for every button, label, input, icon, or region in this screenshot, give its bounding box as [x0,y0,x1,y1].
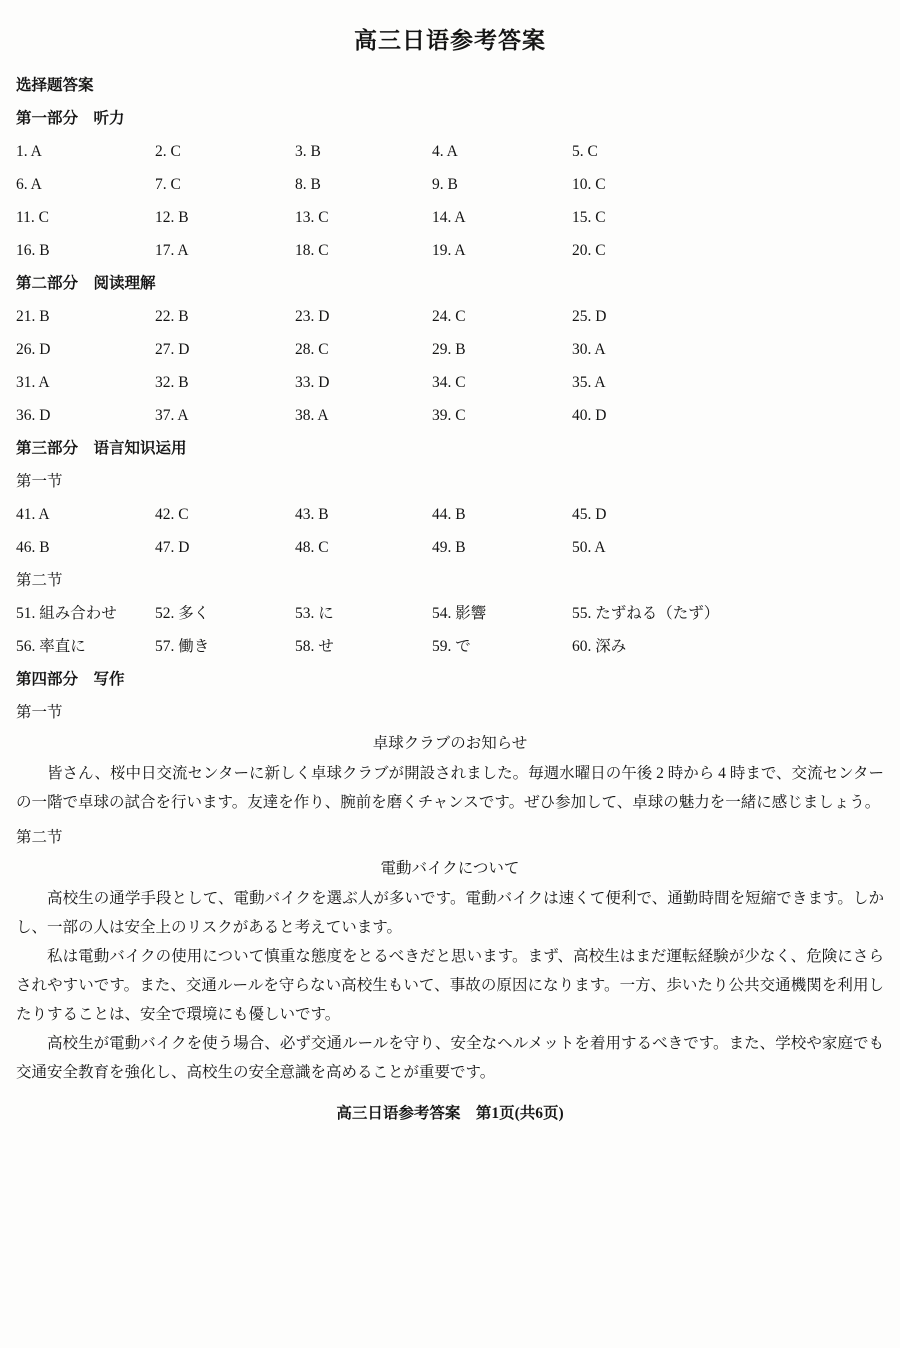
part3-heading: 第三部分 语言知识运用 [16,440,187,457]
answer-cell: 60. 深み [572,638,627,655]
answer-cell: 35. A [572,374,606,391]
essay1-paragraph: 皆さん、桜中日交流センターに新しく卓球クラブが開設されました。毎週水曜日の午後 2 時から 4 時まで、交流センターの一階で卓球の試合を行います。友達を作り、腕前を磨くチャンスです。ぜひ参加して、卓球の魅力を一緒に感じましょう。 [16,765,884,811]
page-footer: 高三日语参考答案 第1页(共6页) [336,1105,564,1122]
answer-cell: 48. C [295,539,329,556]
answer-cell: 42. C [155,506,189,523]
answer-cell: 23. D [295,308,330,325]
page-title: 高三日语参考答案 [354,28,546,53]
answer-cell: 15. C [572,209,606,226]
answer-cell: 7. C [155,176,181,193]
part4-heading: 第四部分 写作 [16,671,125,688]
answer-cell: 45. D [572,506,607,523]
answer-cell: 11. C [16,209,50,226]
answer-cell: 39. C [432,407,466,424]
answer-cell: 32. B [155,374,189,391]
answer-cell: 18. C [295,242,329,259]
essay2-paragraph: 高校生が電動バイクを使う場合、必ず交通ルールを守り、安全なヘルメットを着用するべきです。また、学校や家庭でも交通安全教育を強化し、高校生の安全意識を高めることが重要です。 [16,1035,884,1081]
answer-cell: 36. D [16,407,51,424]
answer-cell: 27. D [155,341,190,358]
part3-section1-label: 第一节 [16,473,63,490]
essay2-paragraph: 私は電動バイクの使用について慎重な態度をとるべきだと思います。まず、高校生はまだ運転経験が少なく、危険にさらされやすいです。また、交通ルールを守らない高校生もいて、事故の原因になります。一方、歩いたり公共交通機関を利用したりすることは、安全で環境にも優しいです。 [16,948,884,1023]
part4-section2-label: 第二节 [16,829,63,846]
part3-section2-label: 第二节 [16,572,63,589]
answer-cell: 21. B [16,308,50,325]
part1-answer-grid [16,135,884,267]
answer-cell: 6. A [16,176,42,193]
answer-cell: 14. A [432,209,466,226]
answer-cell: 8. B [295,176,321,193]
answer-cell: 16. B [16,242,50,259]
answer-cell: 58. せ [295,638,334,655]
answer-cell: 22. B [155,308,189,325]
essay1-title: 卓球クラブのお知らせ [372,735,528,752]
answer-cell: 31. A [16,374,50,391]
answer-cell: 34. C [432,374,466,391]
answer-cell: 5. C [572,143,598,160]
answer-cell: 51. 組み合わせ [16,605,117,622]
answer-cell: 49. B [432,539,466,556]
answer-cell: 26. D [16,341,51,358]
answer-cell: 37. A [155,407,189,424]
answer-cell: 12. B [155,209,189,226]
answer-cell: 19. A [432,242,466,259]
answer-cell: 55. たずねる（たず） [572,605,720,622]
answer-cell: 43. B [295,506,329,523]
part3-section2-grid [16,597,884,663]
answer-cell: 59. で [432,638,471,655]
essay2-title: 電動バイクについて [380,860,520,877]
answer-cell: 52. 多く [155,605,210,622]
answer-cell: 53. に [295,605,334,622]
answer-cell: 13. C [295,209,329,226]
answer-cell: 9. B [432,176,458,193]
answer-cell: 33. D [295,374,330,391]
answer-cell: 50. A [572,539,606,556]
essay2-paragraph: 高校生の通学手段として、電動バイクを選ぶ人が多いです。電動バイクは速くて便利で、通勤時間を短縮できます。しかし、一部の人は安全上のリスクがあると考えています。 [16,890,884,936]
answer-cell: 47. D [155,539,190,556]
answer-cell: 1. A [16,143,42,160]
answer-cell: 54. 影響 [432,605,487,622]
part4-section1-label: 第一节 [16,704,63,721]
answer-cell: 30. A [572,341,606,358]
answer-cell: 38. A [295,407,329,424]
answer-cell: 40. D [572,407,607,424]
answer-cell: 20. C [572,242,606,259]
answer-cell: 4. A [432,143,458,160]
answer-cell: 56. 率直に [16,638,86,655]
answer-cell: 28. C [295,341,329,358]
answer-cell: 2. C [155,143,181,160]
answer-cell: 24. C [432,308,466,325]
part2-heading: 第二部分 阅读理解 [16,275,156,292]
answer-cell: 3. B [295,143,321,160]
part1-heading: 第一部分 听力 [16,110,125,127]
answer-cell: 17. A [155,242,189,259]
part2-answer-grid [16,300,884,432]
answer-cell: 25. D [572,308,607,325]
answer-cell: 29. B [432,341,466,358]
answer-cell: 44. B [432,506,466,523]
answer-cell: 10. C [572,176,606,193]
part3-section1-grid [16,498,884,564]
answer-cell: 46. B [16,539,50,556]
answer-cell: 41. A [16,506,50,523]
choice-answers-header: 选择题答案 [16,77,94,94]
answer-cell: 57. 働き [155,638,210,655]
